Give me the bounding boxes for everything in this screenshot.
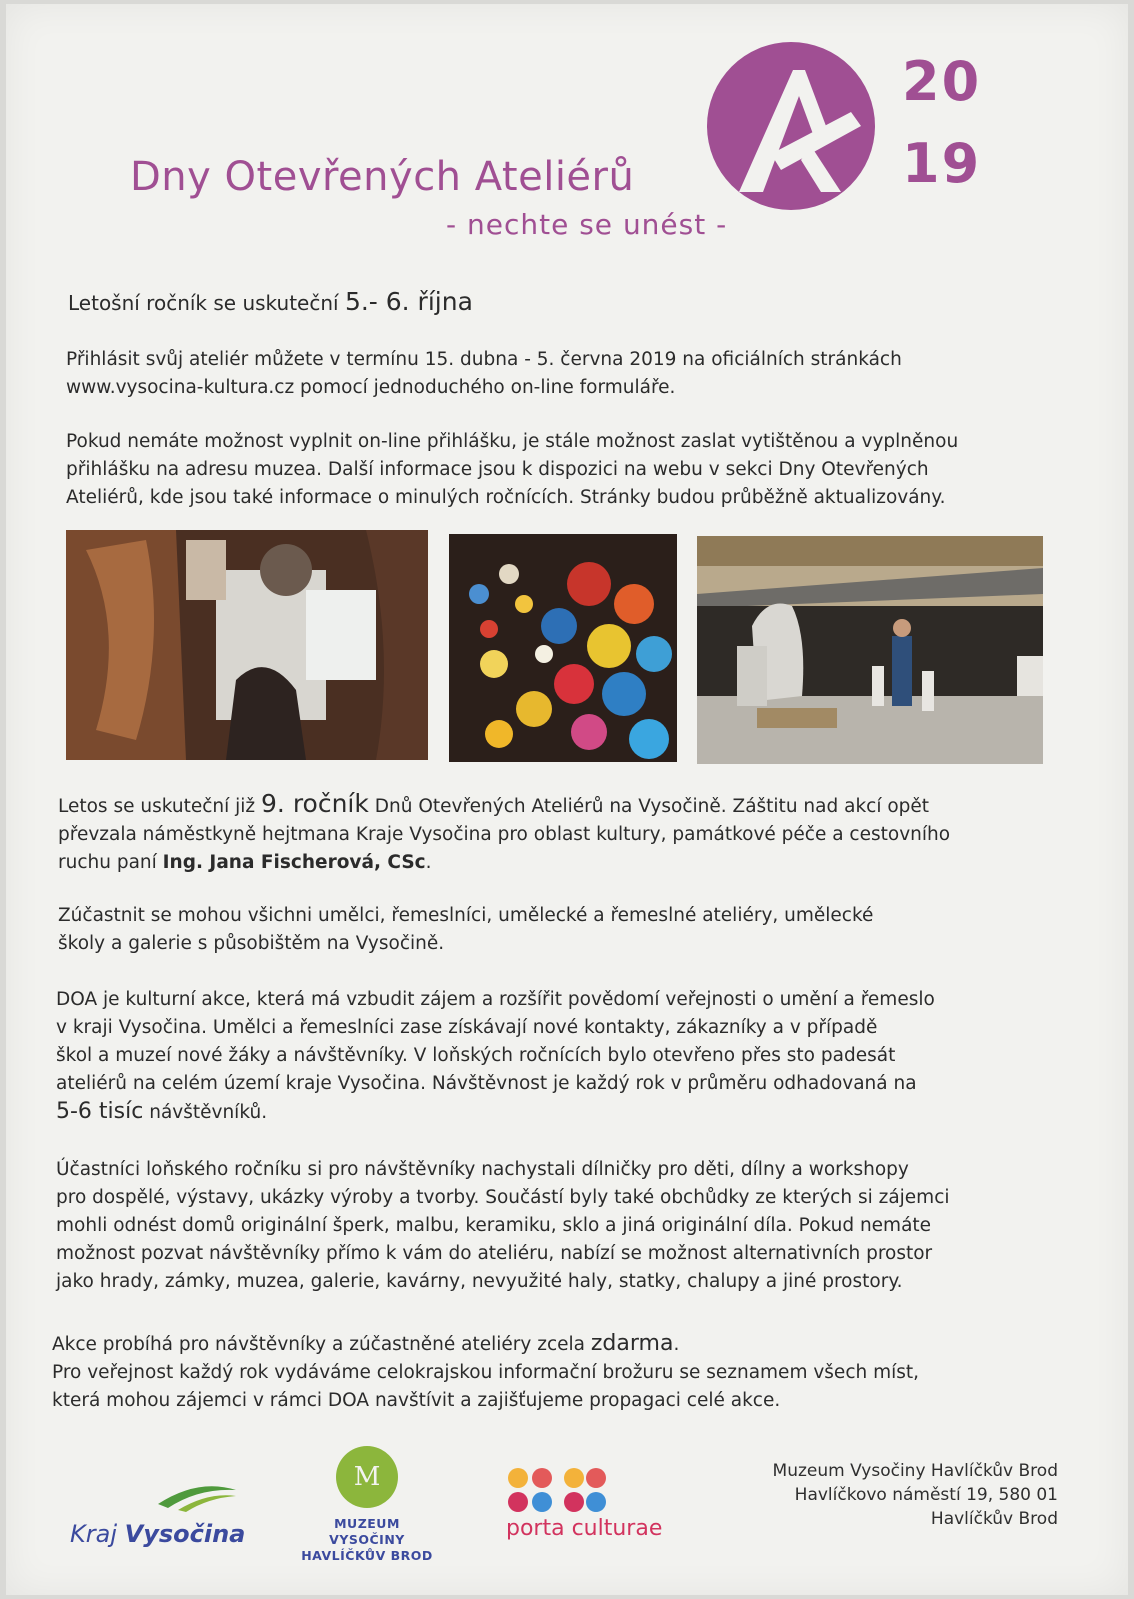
doa-logo-icon xyxy=(701,42,881,212)
address-line: Muzeum Vysočiny Havlíčkův Brod xyxy=(772,1461,1058,1481)
text-line: převzala náměstkyně hejtmana Kraje Vysočina pro oblast kultury, památkové péče a cestovního xyxy=(58,824,951,845)
text-line xyxy=(52,1330,919,1359)
text-line: DOA je kulturní akce, která má vzbudit zájem a rozšířit povědomí veřejnosti o umění a řemeslo xyxy=(56,989,935,1010)
event-dates: 5.- 6. října xyxy=(344,287,473,316)
participants-paragraph xyxy=(56,1156,950,1296)
text-line: v kraji Vysočina. Umělci a řemeslníci zase získávají nové kontakty, zákazníky a v případě xyxy=(56,1017,878,1038)
registration-paragraph xyxy=(66,346,902,402)
event-title: Dny Otevřených Ateliérů xyxy=(130,154,635,200)
text-span: Dnů Otevřených Ateliérů na Vysočině. Záštitu nad akcí opět xyxy=(368,796,930,817)
visitor-count: 5-6 tisíc xyxy=(56,1099,144,1124)
muzeum-monogram-icon: M xyxy=(336,1446,398,1508)
kraj-logo-text xyxy=(70,1520,245,1548)
muzeum-line: MUZEUM VYSOČINY xyxy=(329,1516,405,1547)
porta-logo-text: porta culturae xyxy=(506,1516,663,1541)
text-line: Účastníci loňského ročníku si pro návštěvníky nachystali dílničky pro děti, dílny a workshopy xyxy=(56,1159,909,1180)
text-line: školy a galerie s působištěm na Vysočině. xyxy=(58,933,445,954)
text-line: Přihlásit svůj ateliér můžete v termínu 15. dubna - 5. června 2019 na oficiálních stránkách xyxy=(66,349,902,370)
year-top: 20 xyxy=(902,50,982,113)
year-bottom: 19 xyxy=(902,132,982,195)
document-page xyxy=(6,4,1128,1595)
text-line: Zúčastnit se mohou všichni umělci, řemeslníci, umělecké a řemeslné ateliéry, umělecké xyxy=(58,905,874,926)
text-span: návštěvníků. xyxy=(143,1102,268,1123)
text-line: ateliérů na celém území kraje Vysočina. Návštěvnost je každý rok v průměru odhadovaná na xyxy=(56,1073,917,1094)
text-line: Pro veřejnost každý rok vydáváme celokrajskou informační brožuru se seznamem všech míst, xyxy=(52,1362,920,1383)
porta-culturae-logo xyxy=(506,1464,676,1554)
vysocina-logo-word: Vysočina xyxy=(124,1520,246,1548)
offline-paragraph xyxy=(66,428,958,512)
edition-number: 9. ročník xyxy=(261,789,369,818)
who-paragraph xyxy=(58,902,873,958)
text-span: Letos se uskuteční již xyxy=(58,796,262,817)
text-span: . xyxy=(673,1334,680,1355)
text-line: Ateliérů, kde jsou také informace o minulých ročnících. Stránky budou průběžně aktualizovány. xyxy=(66,487,946,508)
kraj-vysocina-logo xyxy=(70,1482,246,1552)
muzeum-vysociny-logo xyxy=(296,1446,446,1563)
porta-dot-icon xyxy=(532,1468,552,1488)
edition-paragraph xyxy=(58,790,950,877)
text-line: jako hrady, zámky, muzea, galerie, kavárny, nevyužité haly, statky, chalupy a jiné prostory. xyxy=(56,1271,903,1292)
text-line: pro dospělé, výstavy, ukázky výroby a tvorby. Součástí byly také obchůdky ze kterých si zájemci xyxy=(56,1187,950,1208)
photo-sculpture-studio xyxy=(66,530,428,760)
text-line xyxy=(58,790,950,821)
patron-name: Ing. Jana Fischerová, CSc xyxy=(162,852,426,873)
intro-prefix: Letošní ročník se uskuteční xyxy=(68,291,345,315)
porta-dot-icon xyxy=(586,1492,606,1512)
intro-line xyxy=(68,288,473,317)
text-line: přihlášku na adresu muzea. Další informace jsou k dispozici na webu v sekci Dny Otevřených xyxy=(66,459,929,480)
text-line: která mohou zájemci v rámci DOA navštívit a zajišťujeme propagaci celé akce. xyxy=(52,1390,781,1411)
address-line: Havlíčkovo náměstí 19, 580 01 xyxy=(794,1485,1058,1505)
text-line: škol a muzeí nové žáky a návštěvníky. V loňských ročnících bylo otevřeno přes sto padesát xyxy=(56,1045,896,1066)
text-line: Pokud nemáte možnost vyplnit on-line přihlášku, je stále možnost zaslat vytištěnou a vyplněnou xyxy=(66,431,959,452)
text-line: mohli odnést domů originální šperk, malbu, keramiku, sklo a jiná originální díla. Pokud nemáte xyxy=(56,1215,932,1236)
doa-paragraph xyxy=(56,986,935,1127)
event-subtitle: - nechte se unést - xyxy=(446,208,728,241)
muzeum-logo-text xyxy=(296,1516,438,1564)
porta-dot-icon xyxy=(586,1468,606,1488)
text-line: možnost pozvat návštěvníky přímo k vám do ateliéru, nabízí se možnost alternativních prostor xyxy=(56,1243,933,1264)
museum-address xyxy=(773,1459,1058,1531)
address-line: Havlíčkův Brod xyxy=(930,1509,1058,1529)
text-span: ruchu paní xyxy=(58,852,163,873)
text-line: www.vysocina-kultura.cz pomocí jednoduchého on-line formuláře. xyxy=(66,377,676,398)
porta-dot-icon xyxy=(508,1468,528,1488)
photo-ceramic-bowls xyxy=(449,534,677,762)
porta-dot-icon xyxy=(532,1492,552,1512)
kraj-swoosh-icon xyxy=(158,1482,238,1512)
text-line xyxy=(58,849,950,877)
text-span: Akce probíhá pro návštěvníky a zúčastněné ateliéry zcela xyxy=(52,1334,591,1355)
porta-dot-icon xyxy=(508,1492,528,1512)
muzeum-line: HAVLÍČKŮV BROD xyxy=(301,1548,433,1563)
kraj-logo-word: Kraj xyxy=(70,1520,117,1548)
photo-stone-workshop xyxy=(697,536,1043,764)
text-line xyxy=(56,1098,935,1127)
free-word: zdarma xyxy=(590,1331,674,1356)
porta-dot-icon xyxy=(564,1468,584,1488)
text-span: . xyxy=(425,852,432,873)
free-paragraph xyxy=(52,1330,919,1415)
porta-dot-icon xyxy=(564,1492,584,1512)
